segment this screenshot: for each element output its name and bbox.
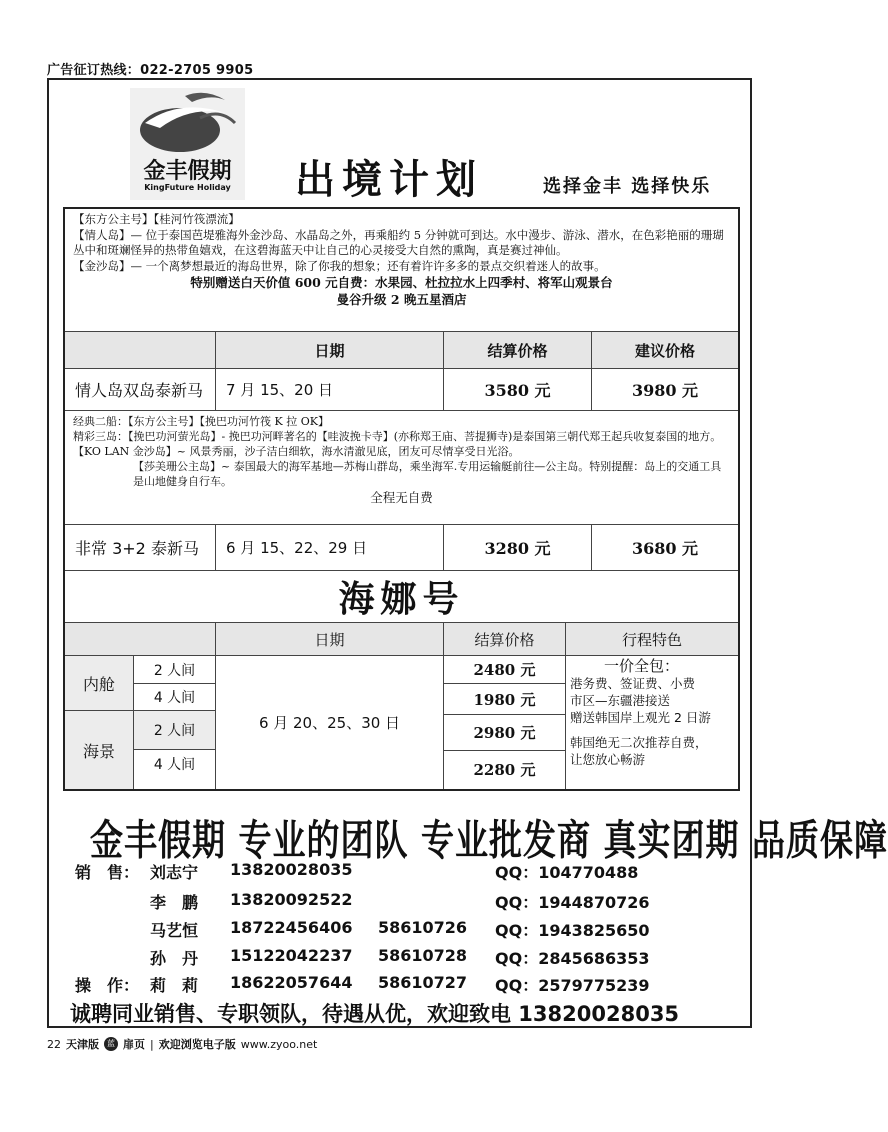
contact-mobile[interactable]: 13820092522 bbox=[230, 890, 353, 909]
contact-tel[interactable]: 58610728 bbox=[378, 946, 468, 965]
tour2-intro-line: 【KO LAN 金沙岛】~ 风景秀丽，沙子洁白细软，海水清澈见底，团友可尽情享受日光浴。 bbox=[73, 445, 520, 458]
cabin-type-inner: 内舱 bbox=[65, 656, 133, 710]
feature-line: 一价全包： bbox=[604, 657, 680, 675]
tour1-intro bbox=[65, 209, 738, 332]
tour1-settle-price: 3580 元 bbox=[443, 369, 591, 410]
contact-qq[interactable]: QQ：104770488 bbox=[495, 863, 639, 882]
tour1-hotel-line: 曼谷升级 2 晚五星酒店 bbox=[336, 292, 467, 307]
ship-dates: 6 月 20、25、30 日 bbox=[215, 656, 443, 789]
tour2-price-row bbox=[65, 525, 738, 571]
cabin-type-seaview: 海景 bbox=[65, 710, 133, 789]
contact-name: 刘志宁 bbox=[150, 863, 199, 882]
contact-name: 孙 丹 bbox=[150, 949, 199, 968]
contact-name: 马艺恒 bbox=[150, 921, 199, 940]
contact-mobile[interactable]: 18622057644 bbox=[230, 973, 353, 992]
contact-name: 李 鹏 bbox=[150, 893, 199, 912]
ship-features bbox=[565, 656, 738, 789]
contact-qq[interactable]: QQ：1943825650 bbox=[495, 921, 650, 940]
tour1-suggest-price: 3980 元 bbox=[591, 369, 738, 410]
contact-name: 莉 莉 bbox=[150, 976, 199, 995]
ship-price: 1980 元 bbox=[473, 690, 536, 709]
feature-line: 港务费、签证费、小费 bbox=[570, 676, 696, 691]
ship-body bbox=[65, 656, 738, 789]
logo-swoosh-icon bbox=[130, 88, 245, 158]
tour2-intro-line: 【莎美珊公主岛】~ 泰国最大的海军基地—苏梅山群岛，乘坐海军.专用运输艇前往—公主岛。特别提醒：岛上的交通工具是山地健身自行车。 bbox=[133, 460, 722, 488]
ship-price: 2280 元 bbox=[473, 761, 536, 779]
header-settle: 结算价格 bbox=[443, 332, 591, 368]
tour1-intro-line: 【情人岛】— 位于泰国芭堤雅海外金沙岛、水晶岛之外，再乘船约 5 分钟就可到达。水中漫步、游泳、潜水，在色彩艳丽的珊瑚丛中和斑斓怪异的热带鱼嬉戏，在这碧海蓝天中让自己的心灵接受大自然的熏陶，真是赛过神仙。 bbox=[73, 227, 724, 257]
recruitment-line: 诚聘同业销售、专职领队，待遇从优，欢迎致电 13820028035 bbox=[70, 1002, 680, 1026]
feature-line: 韩国绝无二次推荐自费， bbox=[570, 735, 708, 750]
contact-mobile[interactable]: 18722456406 bbox=[230, 918, 353, 937]
tour2-dates: 6 月 15、22、29 日 bbox=[215, 525, 443, 570]
feature-line: 让您放心畅游 bbox=[570, 752, 646, 767]
ship-header-settle: 结算价格 bbox=[443, 623, 565, 655]
ship-table-header bbox=[65, 623, 738, 656]
contact-row bbox=[0, 973, 800, 999]
website-link[interactable]: www.zyoo.net bbox=[240, 1037, 318, 1051]
contact-qq[interactable]: QQ：2579775239 bbox=[495, 976, 650, 995]
ship-price-cell bbox=[443, 656, 565, 683]
ship-price: 2980 元 bbox=[473, 724, 536, 742]
tour1-intro-line: 【金沙岛】— 一个离梦想最近的海岛世界，除了你我的想象；还有着许许多多的景点交织着迷人的故事。 bbox=[73, 258, 606, 273]
price-table-header bbox=[65, 332, 738, 369]
page-title: 出境计划 bbox=[295, 156, 483, 203]
contact-tel[interactable]: 58610726 bbox=[378, 918, 468, 937]
page-number: 22 bbox=[47, 1037, 61, 1051]
ship-price-cell bbox=[443, 750, 565, 789]
contact-mobile[interactable]: 15122042237 bbox=[230, 946, 353, 965]
tour2-name: 非常 3+2 泰新马 bbox=[75, 539, 199, 558]
cabin-room-people: 2 人间 bbox=[133, 656, 215, 683]
tour2-intro bbox=[65, 411, 738, 525]
company-slogan: 金丰假期 专业的团队 专业批发商 真实团期 品质保障 bbox=[90, 815, 888, 865]
contact-row bbox=[0, 860, 800, 886]
header-date: 日期 bbox=[215, 332, 443, 368]
ad-hotline: 广告征订热线：022-2705 9905 bbox=[47, 63, 254, 78]
contact-row bbox=[0, 946, 800, 972]
ship-title: 海娜号 bbox=[338, 578, 465, 620]
ship-price-cell bbox=[443, 683, 565, 714]
tour1-intro-line: 【东方公主号】【桂河竹筏漂流】 bbox=[73, 212, 240, 226]
logo-en-name: KingFuture Holiday bbox=[144, 183, 231, 192]
contact-role: 销 售： bbox=[75, 863, 140, 882]
cabin-room-people: 4 人间 bbox=[133, 683, 215, 710]
tour1-price-row bbox=[65, 369, 738, 411]
ship-price: 2480 元 bbox=[473, 661, 536, 679]
tour2-intro-line: 经典二船：【东方公主号】【挽巴功河竹筏 K 拉 OK】 bbox=[73, 415, 329, 428]
contact-qq[interactable]: QQ：2845686353 bbox=[495, 949, 650, 968]
feature-line: 市区—东疆港接送 bbox=[570, 693, 671, 708]
itinerary-box bbox=[63, 207, 740, 791]
edition-badge-icon: 蓝 bbox=[104, 1037, 118, 1051]
ship-price-cell bbox=[443, 714, 565, 750]
page-footer bbox=[47, 1036, 317, 1052]
header-suggest: 建议价格 bbox=[591, 332, 738, 368]
tour1-dates: 7 月 15、20 日 bbox=[215, 369, 443, 410]
feature-line: 赠送韩国岸上观光 2 日游 bbox=[570, 710, 711, 725]
footer-separator: | bbox=[150, 1037, 154, 1051]
contact-row bbox=[0, 918, 800, 944]
cabin-room-people: 2 人间 bbox=[133, 710, 215, 749]
contact-mobile[interactable]: 13820028035 bbox=[230, 860, 353, 879]
tour2-suggest-price: 3680 元 bbox=[591, 525, 738, 570]
contact-row bbox=[0, 890, 800, 916]
tour2-no-extra: 全程无自费 bbox=[370, 490, 433, 505]
contact-role: 操 作： bbox=[75, 976, 140, 995]
logo-cn-name: 金丰假期 bbox=[143, 158, 232, 184]
company-logo bbox=[130, 88, 245, 200]
tour2-settle-price: 3280 元 bbox=[443, 525, 591, 570]
ship-title-row bbox=[65, 571, 738, 623]
edition-label: 天津版 bbox=[66, 1038, 99, 1051]
ship-header-date: 日期 bbox=[215, 623, 443, 655]
contact-tel[interactable]: 58610727 bbox=[378, 973, 468, 992]
ebook-label: 欢迎浏览电子版 bbox=[158, 1038, 236, 1051]
tour1-name: 情人岛双岛泰新马 bbox=[75, 381, 204, 400]
cabin-room-people: 4 人间 bbox=[133, 749, 215, 789]
tour1-gift-line: 特别赠送白天价值 600 元自费：水果园、杜拉拉水上四季村、将军山观景台 bbox=[190, 275, 613, 290]
ship-header-feature: 行程特色 bbox=[565, 623, 738, 655]
section-label: 扉页 bbox=[123, 1038, 145, 1051]
contact-qq[interactable]: QQ：1944870726 bbox=[495, 893, 650, 912]
header-slogan: 选择金丰 选择快乐 bbox=[543, 176, 712, 197]
tour2-intro-line: 精彩三岛：【挽巴功河萤光岛】- 挽巴功河畔著名的【哇波挽卡寺】(亦称郑王庙、菩提狮寺)是泰国第三朝代郑王起兵收复泰国的地方。 bbox=[73, 430, 722, 443]
